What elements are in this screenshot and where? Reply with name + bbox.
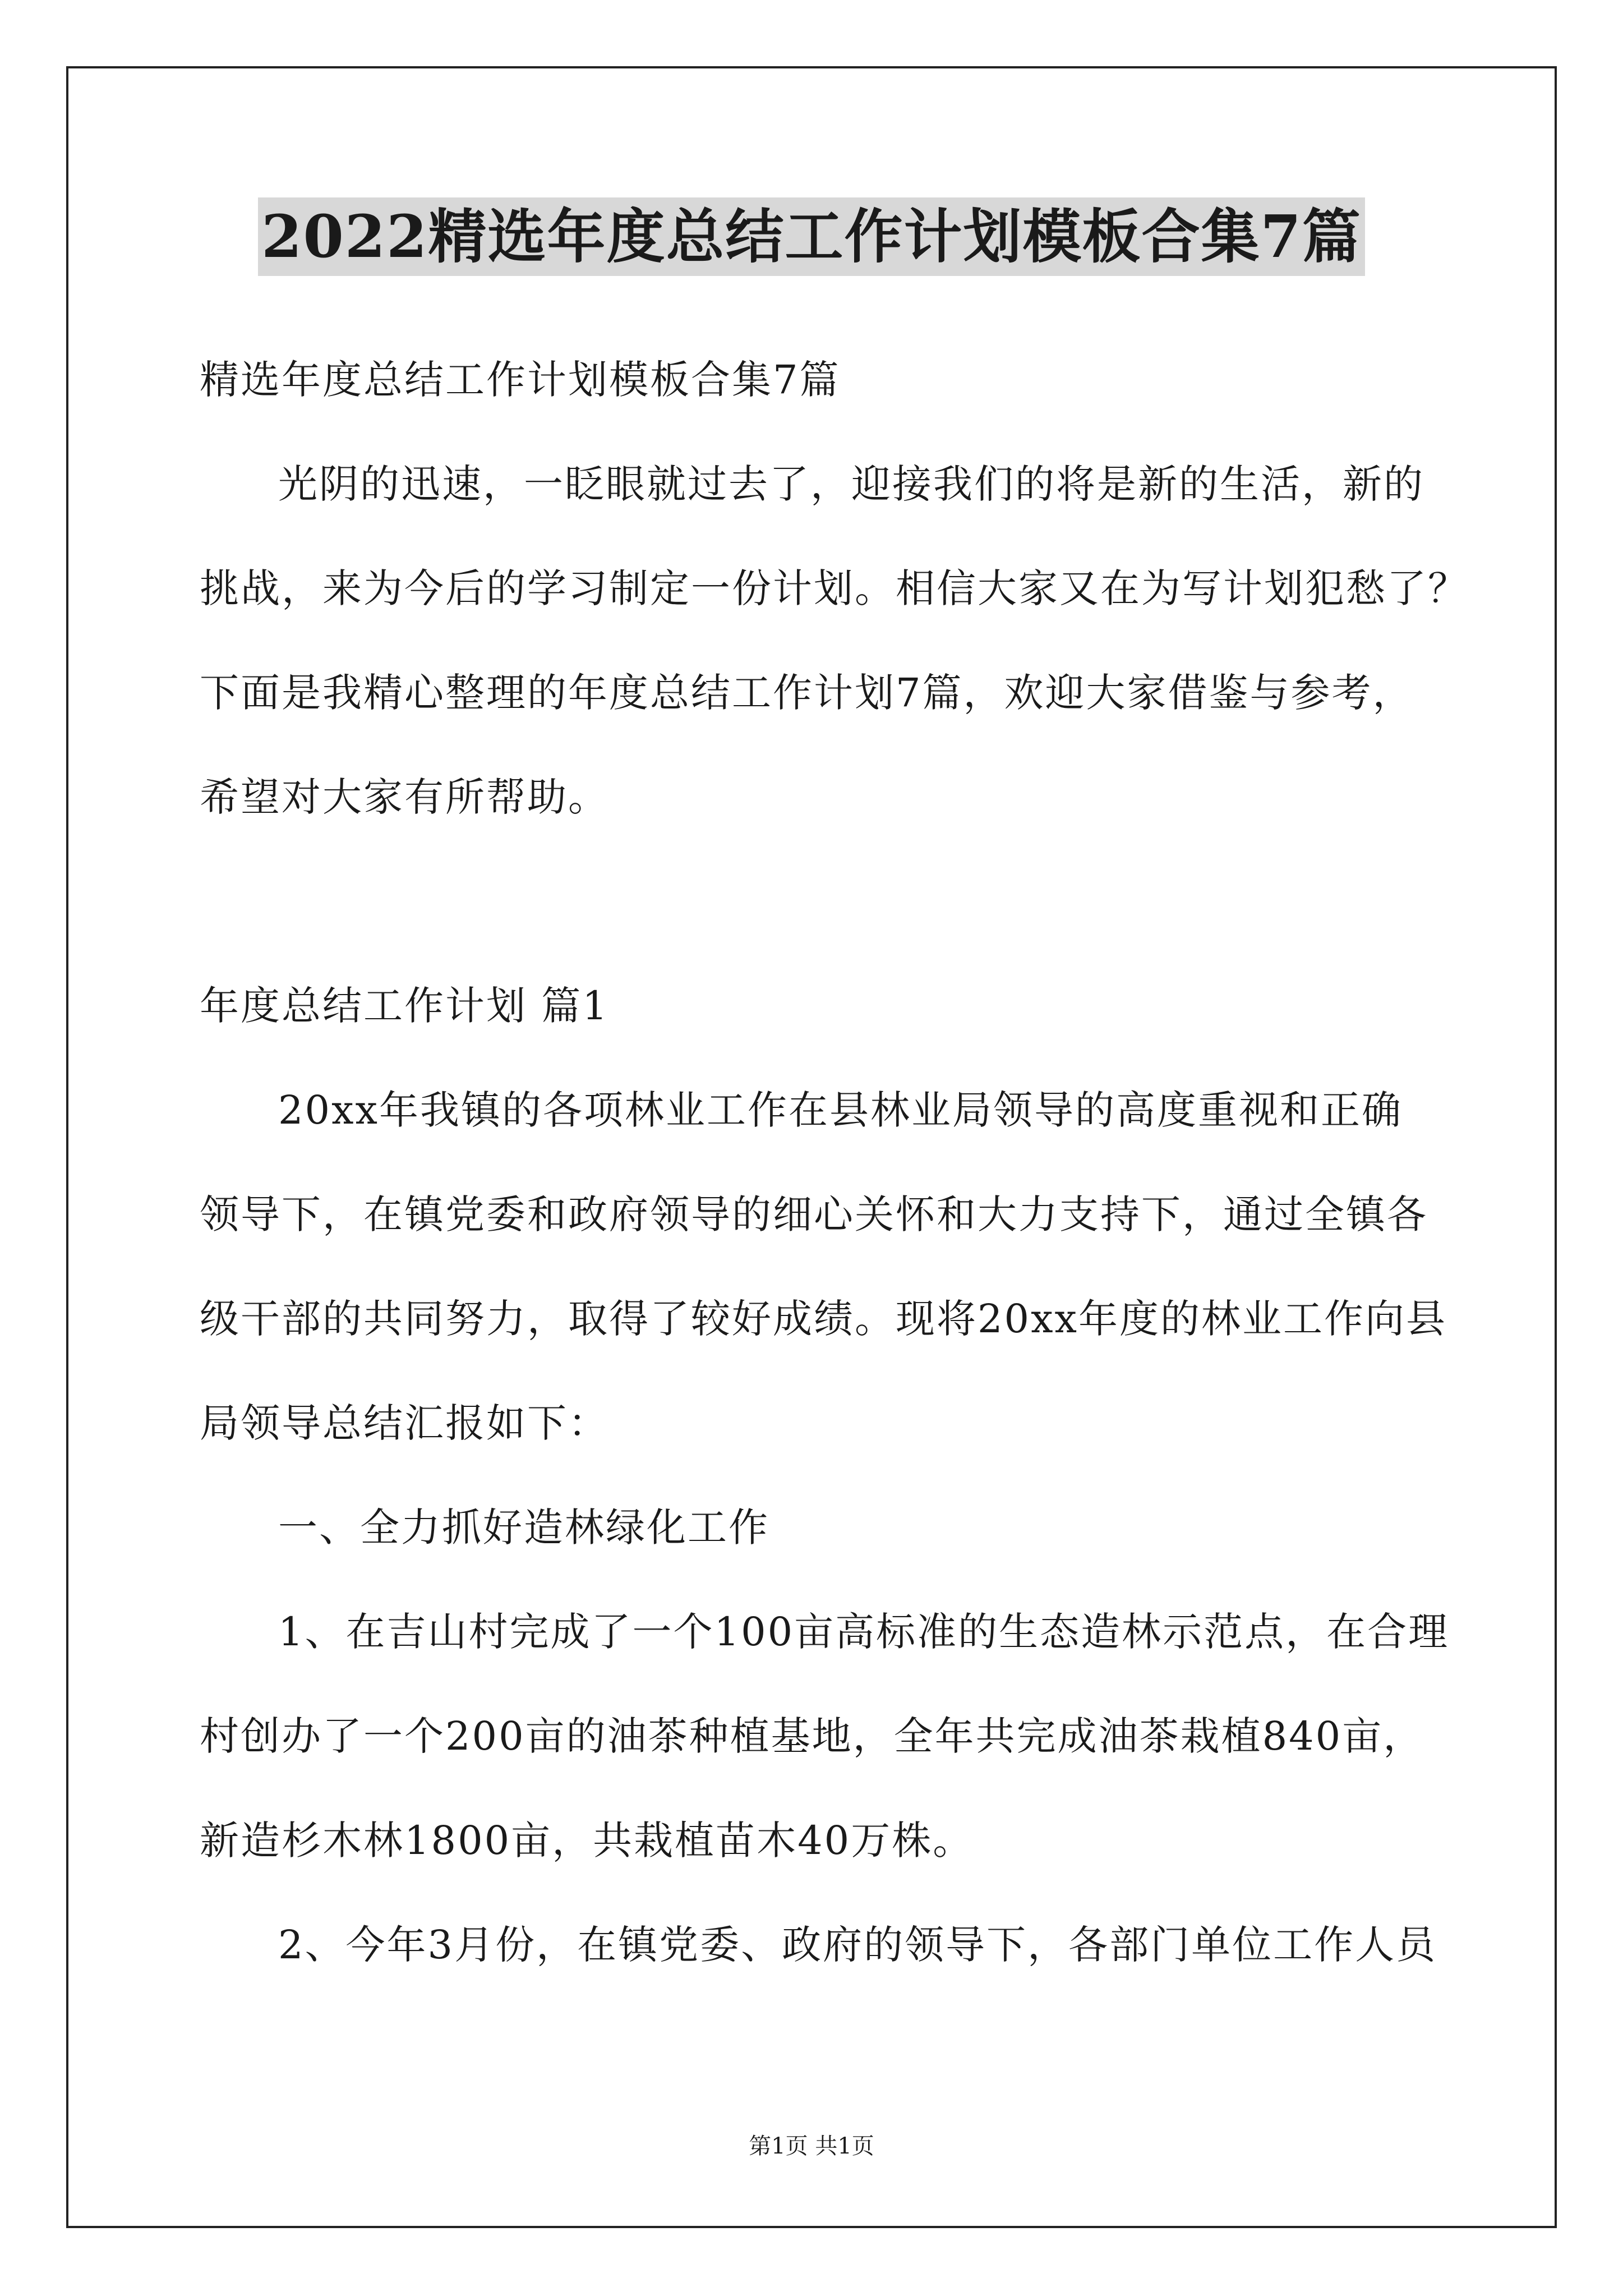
intro-line-2: 挑战，来为今后的学习制定一份计划。相信大家又在为写计划犯愁了？: [200, 565, 1469, 611]
body-line-3: 级干部的共同努力，取得了较好成绩。现将20xx年度的林业工作向县: [200, 1296, 1447, 1342]
title-container: [0, 197, 1623, 276]
body-line-4: 局领导总结汇报如下：: [200, 1400, 609, 1446]
body-line-1: 20xx年我镇的各项林业工作在县林业局领导的高度重视和正确: [278, 1087, 1403, 1133]
subtitle: 精选年度总结工作计划模板合集7篇: [200, 357, 841, 403]
body-line-7: 村创办了一个200亩的油茶种植基地，全年共完成油茶栽植840亩，: [200, 1713, 1424, 1759]
body-line-6: 1、在吉山村完成了一个100亩高标准的生态造林示范点，在合理: [278, 1609, 1450, 1655]
body-line-9: 2、今年3月份，在镇党委、政府的领导下，各部门单位工作人员: [278, 1922, 1437, 1968]
intro-line-1: 光阴的迅速，一眨眼就过去了，迎接我们的将是新的生活，新的: [278, 461, 1424, 507]
document-title: 2022精选年度总结工作计划模板合集7篇: [258, 197, 1365, 276]
page-footer: 第1页 共1页: [749, 2133, 874, 2159]
body-line-5: 一、全力抓好造林绿化工作: [278, 1504, 769, 1550]
intro-line-3: 下面是我精心整理的年度总结工作计划7篇，欢迎大家借鉴与参考，: [200, 670, 1414, 716]
body-line-8: 新造杉木林1800亩，共栽植苗木40万株。: [200, 1818, 974, 1864]
intro-line-4: 希望对大家有所帮助。: [200, 774, 609, 820]
body-line-2: 领导下，在镇党委和政府领导的细心关怀和大力支持下，通过全镇各: [200, 1191, 1428, 1237]
section-heading: 年度总结工作计划 篇1: [200, 983, 609, 1029]
